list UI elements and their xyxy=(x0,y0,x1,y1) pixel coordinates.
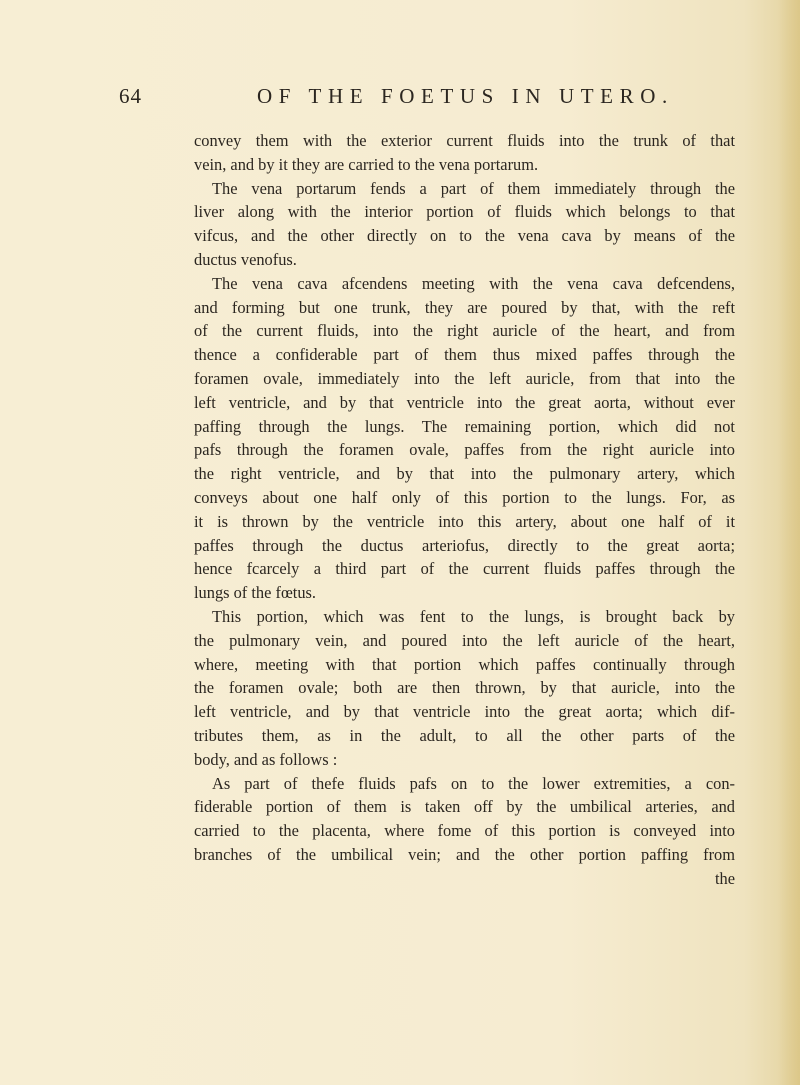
text-line: conveys about one half only of this portion to the lungs. For, as xyxy=(194,487,735,507)
text-line: This portion, which was fent to the lungs, is brought back by xyxy=(212,606,735,626)
text-line: fiderable portion of them is taken off by the umbilical arteries, and xyxy=(194,797,735,817)
text-line: liver along with the interior portion of fluids which belongs to that xyxy=(194,202,735,222)
text-line: The vena cava afcendens meeting with the vena cava defcendens, xyxy=(212,273,735,293)
text-line: branches of the umbilical vein; and the other portion paffing from xyxy=(194,844,735,864)
text-line: pafs through the foramen ovale, paffes from the right auricle into xyxy=(194,440,735,460)
text-line: hence fcarcely a third part of the current fluids paffes through the xyxy=(194,559,735,579)
text-line: As part of thefe fluids pafs on to the lower extremities, a con- xyxy=(212,773,735,793)
text-line: foramen ovale, immediately into the left auricle, from that into the xyxy=(194,368,735,388)
text-line: of the current fluids, into the right auricle of the heart, and from xyxy=(194,321,735,341)
text-line: vifcus, and the other directly on to the vena cava by means of the xyxy=(194,226,735,246)
text-line: paffes through the ductus arteriofus, directly to the great aorta; xyxy=(194,535,735,555)
text-line: paffing through the lungs. The remaining portion, which did not xyxy=(194,416,735,436)
text-line: The vena portarum fends a part of them immediately through the xyxy=(212,178,735,198)
text-line: and forming but one trunk, they are poured by that, with the reft xyxy=(194,297,735,317)
text-line: tributes them, as in the adult, to all the other parts of the xyxy=(194,725,735,745)
running-title: OF THE FOETUS IN UTERO. xyxy=(257,84,674,108)
text-line: body, and as follows : xyxy=(194,749,338,769)
text-line: left ventricle, and by that ventricle into the great aorta, without ever xyxy=(194,392,735,412)
text-line: carried to the placenta, where fome of this portion is conveyed into xyxy=(194,821,735,841)
text-line: left ventricle, and by that ventricle into the great aorta; which dif- xyxy=(194,702,735,722)
text-line: lungs of the fœtus. xyxy=(194,583,317,603)
text-line: the foramen ovale; both are then thrown, by that auricle, into the xyxy=(194,678,735,698)
text-line: convey them with the exterior current fluids into the trunk of that xyxy=(194,131,735,150)
page-header xyxy=(0,84,800,114)
text-line: vein, and by it they are carried to the vena portarum. xyxy=(194,154,539,174)
body-text xyxy=(194,129,735,891)
page-number: 64 xyxy=(119,84,142,108)
text-line: it is thrown by the ventricle into this artery, about one half of it xyxy=(194,511,735,531)
text-line: ductus venofus. xyxy=(194,249,297,269)
page-edge-shadow xyxy=(778,0,800,1085)
text-line: the right ventricle, and by that into the pulmonary artery, which xyxy=(194,464,735,484)
text-line: where, meeting with that portion which paffes continually through xyxy=(194,654,735,674)
text-line: the pulmonary vein, and poured into the left auricle of the heart, xyxy=(194,630,735,650)
text-line: thence a confiderable part of them thus mixed paffes through the xyxy=(194,345,735,365)
catchword: the xyxy=(714,868,735,888)
